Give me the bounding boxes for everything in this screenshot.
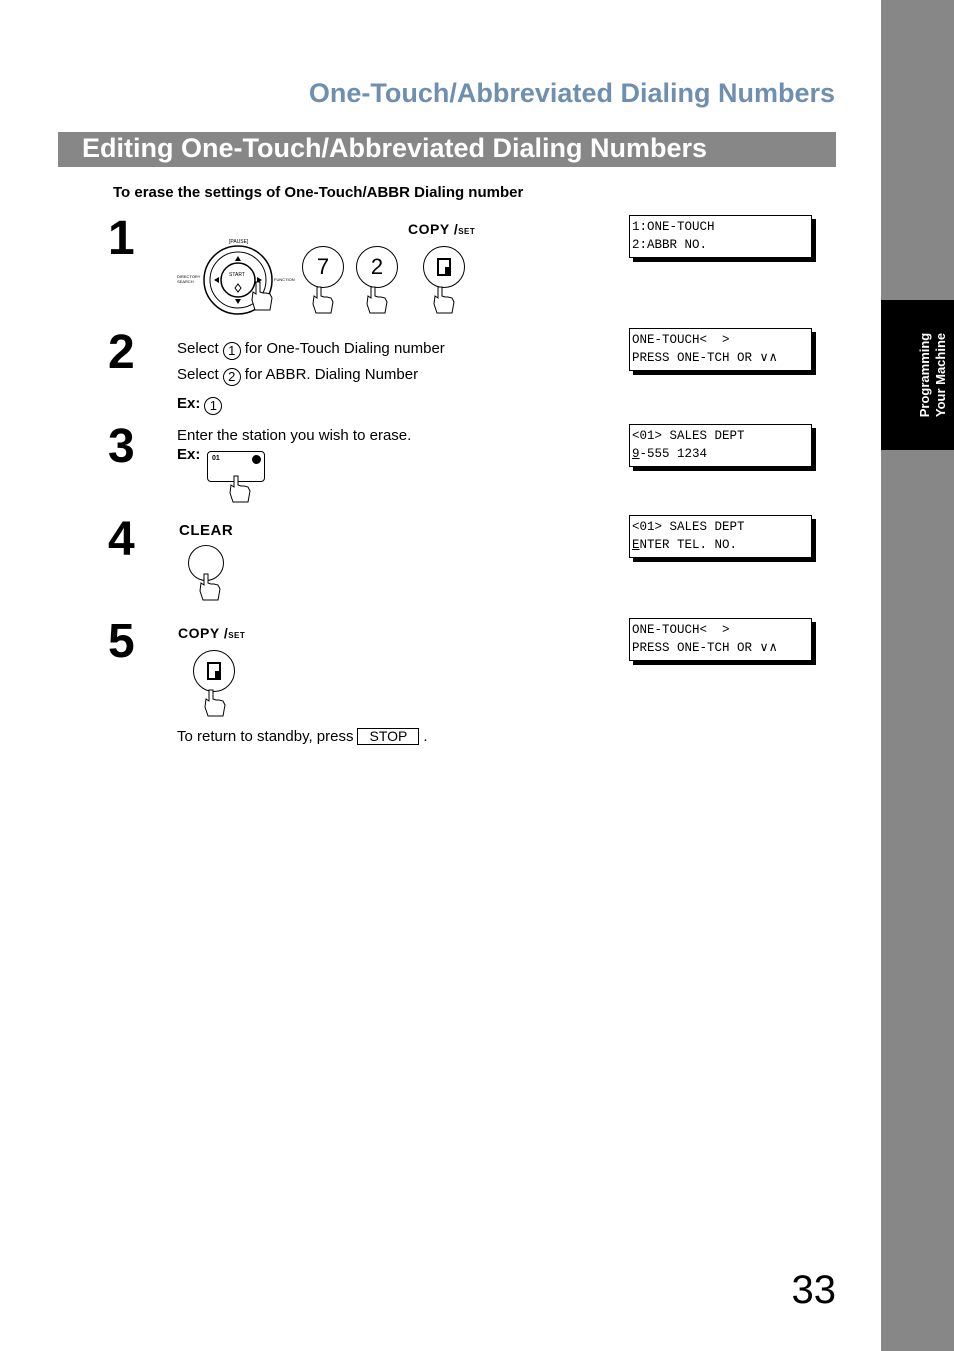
lcd-cursor-char: E: [632, 538, 640, 552]
dial-label-right: FUNCTION: [274, 277, 295, 282]
copy-set-button[interactable]: [193, 650, 235, 692]
section-title: One-Touch/Abbreviated Dialing Numbers: [308, 78, 835, 108]
document-icon: [436, 257, 452, 277]
lcd-line2-rest: -555 1234: [639, 447, 708, 461]
lcd-line2: PRESS ONE-TCH OR ∨∧: [632, 351, 778, 365]
example-label: Ex:: [177, 446, 201, 463]
one-touch-key-number: 01: [212, 455, 220, 462]
dial-label-top: [PAUSE]: [229, 239, 249, 245]
lcd-line2: [632, 537, 737, 554]
abbr-option-text: for ABBR. Dialing Number: [244, 366, 419, 383]
step-2-number: 2: [108, 326, 135, 379]
copy-label: COPY /: [178, 625, 229, 641]
dial-label-center: START: [229, 272, 245, 278]
lcd-line2: [632, 446, 707, 463]
key-7-button[interactable]: [302, 246, 344, 288]
lcd-display-step5: [629, 618, 812, 661]
step-2-line1: [177, 340, 445, 360]
copy-set-button[interactable]: [423, 246, 465, 288]
lcd-line1: <01> SALES DEPT: [632, 429, 745, 443]
page-number: 33: [791, 1268, 836, 1312]
sidebar: [881, 0, 954, 1351]
lcd-line2: PRESS ONE-TCH OR ∨∧: [632, 641, 778, 655]
dial-label-left: DIRECTORY SEARCH: [177, 274, 201, 284]
one-touch-option-text: for One-Touch Dialing number: [244, 340, 445, 357]
lcd-line2: 2:ABBR NO.: [632, 238, 708, 252]
lcd-line1: 1:ONE-TOUCH: [632, 220, 715, 234]
section-tab-label: [896, 300, 954, 450]
clear-label: [179, 522, 233, 539]
key-1-symbol: 1: [204, 397, 222, 415]
example-label: Ex:: [177, 395, 201, 412]
clear-label-text: CLEAR: [179, 522, 234, 539]
set-label: SET: [228, 631, 246, 640]
copy-set-label: [178, 625, 245, 641]
lcd-line2-rest: NTER TEL. NO.: [639, 538, 738, 552]
heading-bar: [58, 132, 836, 167]
key-2-label: 2: [370, 254, 384, 279]
copy-label: COPY /: [408, 221, 459, 237]
pointing-hand-icon: [311, 285, 335, 315]
key-1-symbol: 1: [223, 342, 241, 360]
key-2-symbol: 2: [223, 368, 241, 386]
key-7-label: 7: [316, 254, 330, 279]
standby-note-text: To return to standby, press: [177, 728, 354, 745]
copy-set-label: [408, 221, 475, 237]
select-text: Select: [177, 340, 219, 357]
document-icon: [206, 661, 222, 681]
step-2-line2: [177, 366, 418, 386]
step-2-example: [177, 395, 226, 415]
pointing-hand-icon: [365, 285, 389, 315]
step-1-number: 1: [108, 212, 135, 265]
pointing-hand-icon: [228, 474, 252, 504]
lcd-display-step3: [629, 424, 812, 467]
set-label: SET: [458, 227, 476, 236]
section-tab-line2: Your Machine: [932, 332, 948, 418]
stop-key-symbol: STOP: [357, 728, 419, 745]
select-text: Select: [177, 366, 219, 383]
lcd-cursor-char: 9: [632, 447, 640, 461]
pointing-hand-icon: [198, 572, 222, 602]
one-touch-indicator-icon: [252, 455, 261, 464]
step-5-number: 5: [108, 615, 135, 668]
lcd-display-step4: [629, 515, 812, 558]
pointing-hand-icon: [250, 280, 274, 312]
lcd-line1: ONE-TOUCH< >: [632, 333, 730, 347]
standby-note: [177, 728, 428, 745]
lcd-display-step1: [629, 215, 812, 258]
step-4-number: 4: [108, 513, 135, 566]
step-3-instruction: Enter the station you wish to erase.: [177, 427, 412, 444]
procedure-subtitle: To erase the settings of One-Touch/ABBR Dialing number: [113, 184, 524, 201]
lcd-display-step2: [629, 328, 812, 371]
pointing-hand-icon: [432, 285, 456, 315]
pointing-hand-icon: [203, 688, 227, 718]
lcd-line1: <01> SALES DEPT: [632, 520, 745, 534]
key-2-button[interactable]: [356, 246, 398, 288]
standby-note-period: .: [423, 728, 428, 745]
section-tab-line1: Programming: [916, 332, 932, 418]
page-heading: Editing One-Touch/Abbreviated Dialing Numbers: [82, 133, 708, 163]
lcd-line1: ONE-TOUCH< >: [632, 623, 730, 637]
section-tab: [881, 300, 954, 450]
step-3-number: 3: [108, 420, 135, 473]
